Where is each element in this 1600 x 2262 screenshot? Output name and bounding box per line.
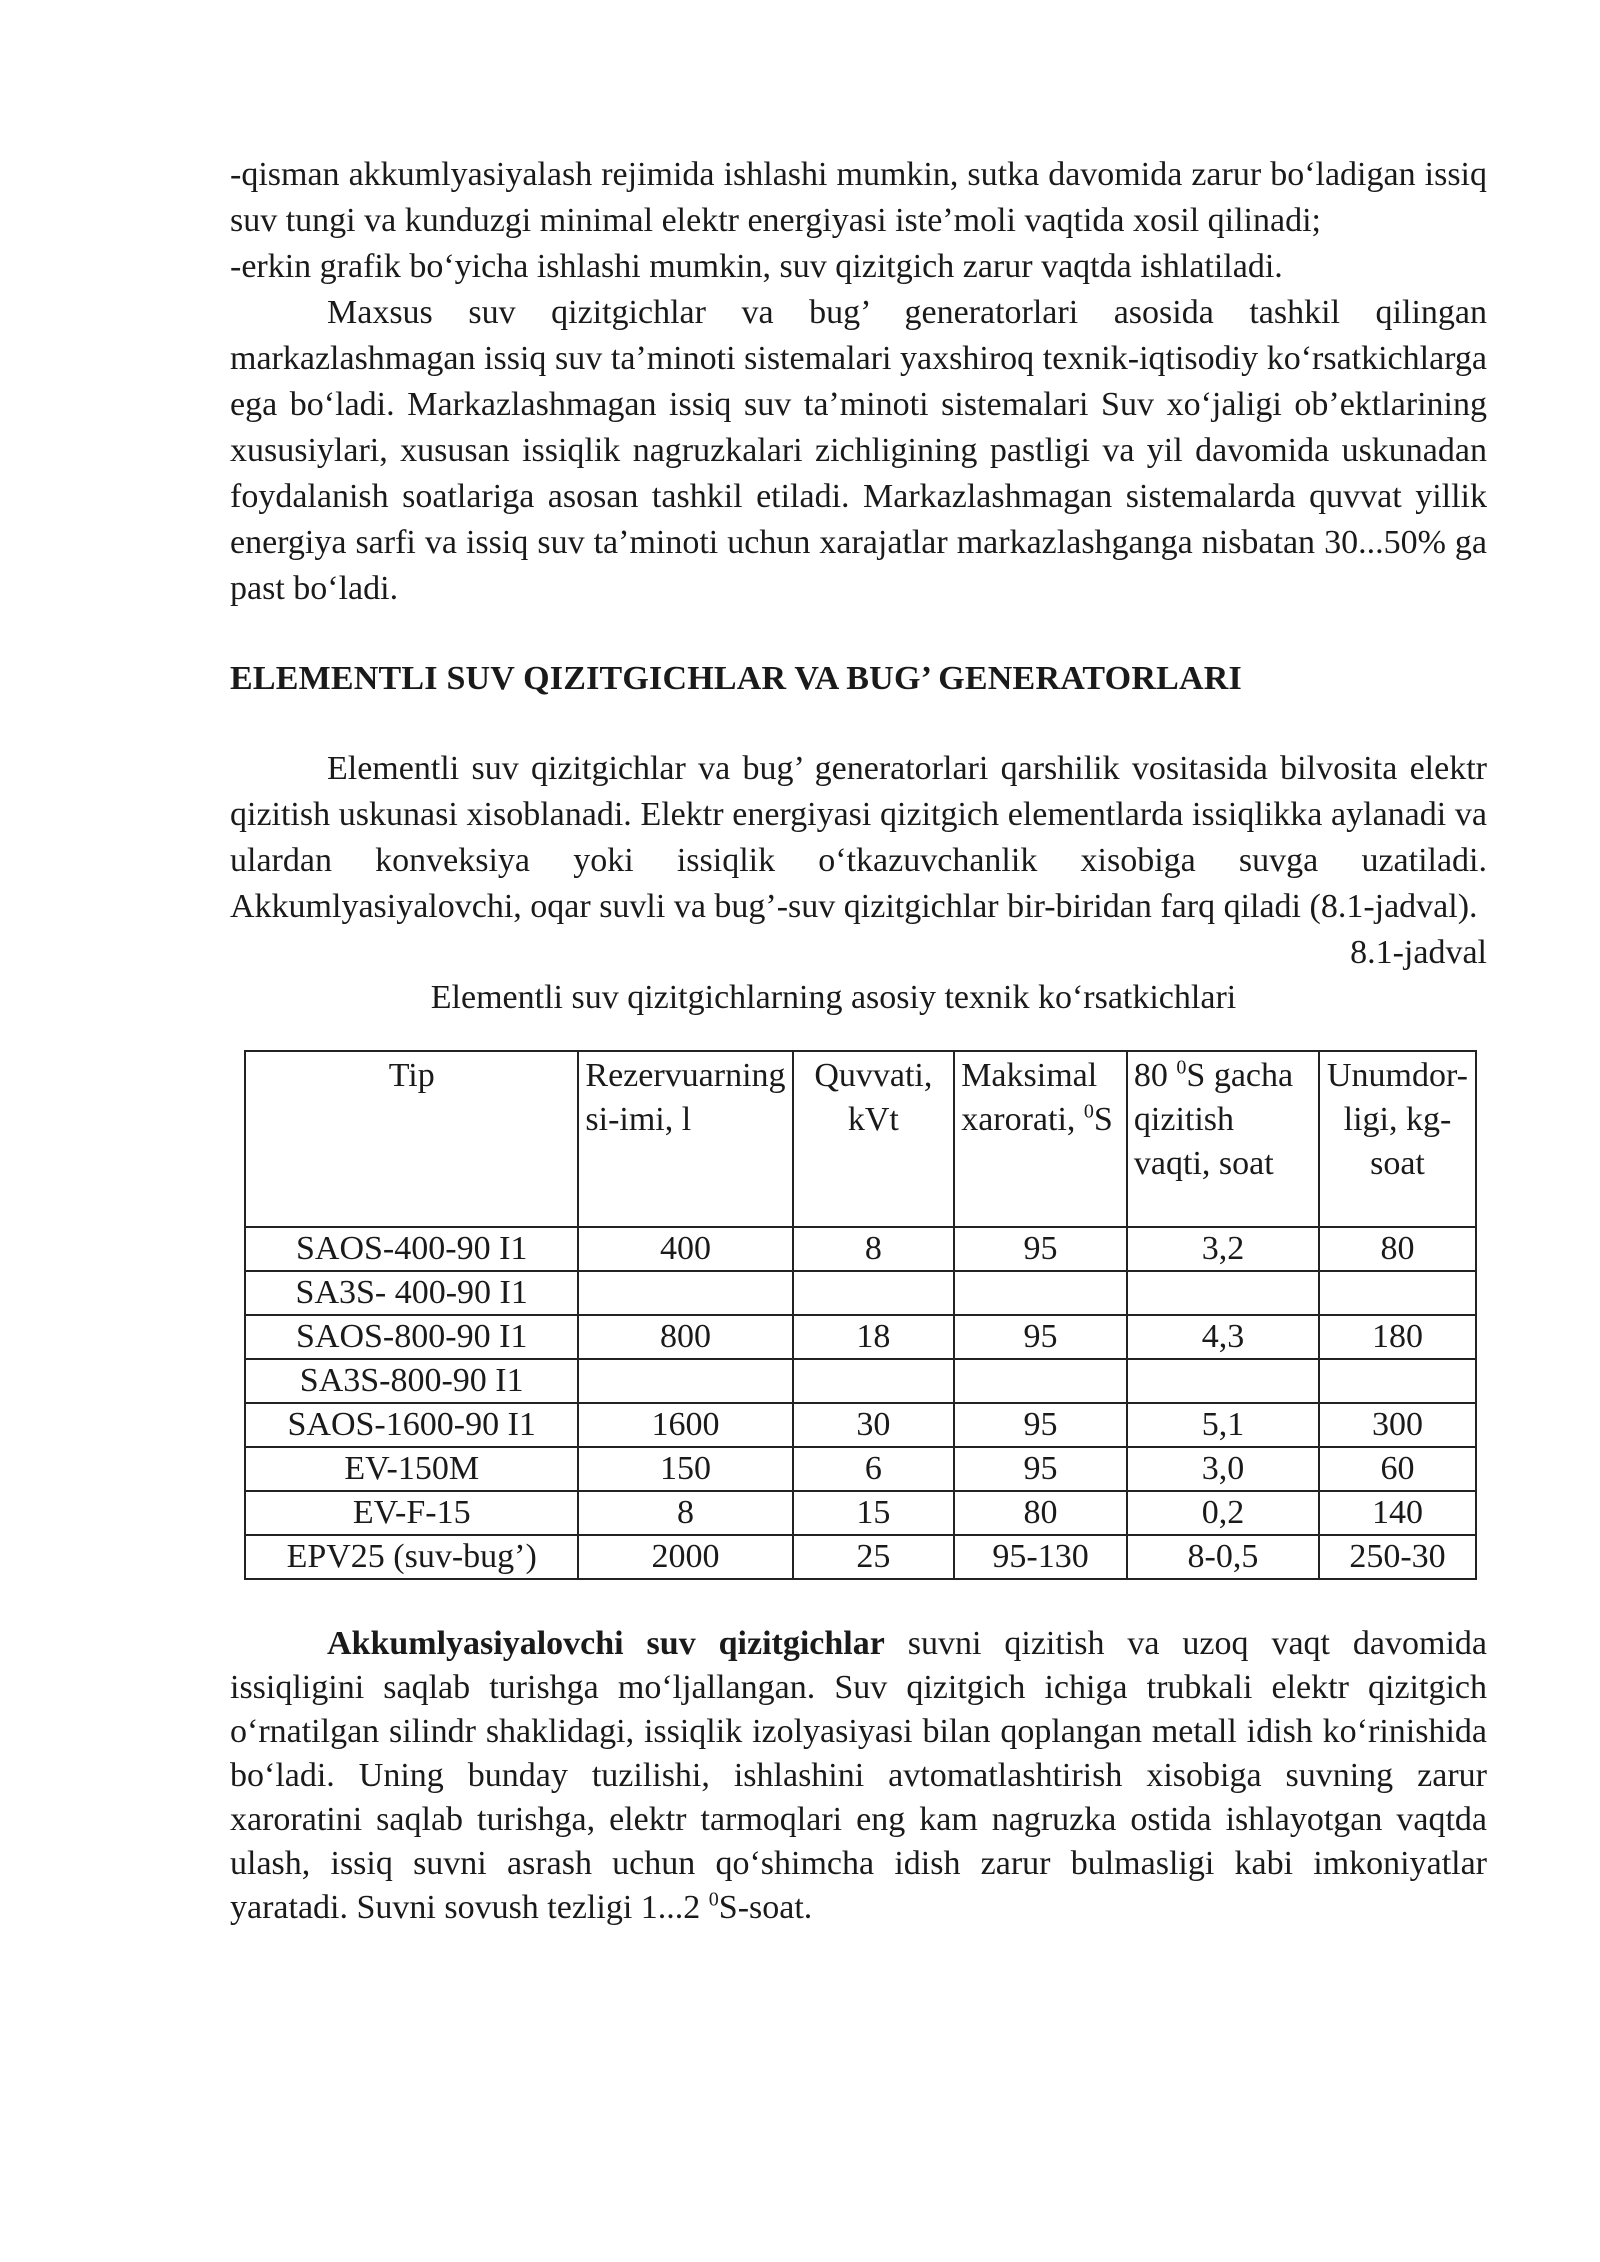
table-cell: SA3S-800-90 I1 xyxy=(245,1359,578,1403)
paragraph-accumulating-heaters xyxy=(230,1622,1487,1930)
table-body xyxy=(245,1227,1476,1579)
table-row xyxy=(245,1535,1476,1579)
table-row xyxy=(245,1271,1476,1315)
table-cell: 15 xyxy=(793,1491,955,1535)
header-max-temperature-text: Maksimal xarorati, xyxy=(961,1057,1098,1138)
header-capacity: Rezervuarning si-imi, l xyxy=(578,1051,792,1227)
table-cell: 95 xyxy=(954,1403,1127,1447)
table-cell: 150 xyxy=(578,1447,792,1491)
table-row xyxy=(245,1227,1476,1271)
table-cell xyxy=(793,1359,955,1403)
table-row xyxy=(245,1447,1476,1491)
degree-sup: 0 xyxy=(708,1888,719,1911)
table-cell: 25 xyxy=(793,1535,955,1579)
table-cell: 95-130 xyxy=(954,1535,1127,1579)
table-cell xyxy=(793,1271,955,1315)
table-cell xyxy=(1127,1359,1319,1403)
table-label: 8.1-jadval xyxy=(1350,934,1487,971)
table-cell: SAOS-400-90 I1 xyxy=(245,1227,578,1271)
table-cell: 0,2 xyxy=(1127,1491,1319,1535)
table-cell: 3,0 xyxy=(1127,1447,1319,1491)
table-cell: 95 xyxy=(954,1447,1127,1491)
table-header-row xyxy=(245,1051,1476,1227)
table-cell: 8-0,5 xyxy=(1127,1535,1319,1579)
bold-term: Akkumlyasiyalovchi suv qizitgichlar xyxy=(327,1625,885,1662)
table-caption: Elementli suv qizitgichlarning asosiy texnik koʻrsatkichlari xyxy=(430,979,1237,1016)
table-cell: 300 xyxy=(1319,1403,1476,1447)
table-cell xyxy=(954,1271,1127,1315)
table-cell: 95 xyxy=(954,1315,1127,1359)
paragraph-free-schedule: -erkin grafik boʻyicha ishlashi mumkin, suv qizitgich zarur vaqtda ishlatiladi. xyxy=(230,248,1283,285)
table-cell: 180 xyxy=(1319,1315,1476,1359)
table-cell: 95 xyxy=(954,1227,1127,1271)
table-cell xyxy=(578,1359,792,1403)
header-max-temperature xyxy=(954,1051,1127,1227)
header-power: Quvvati, kVt xyxy=(793,1051,955,1227)
table-cell: 1600 xyxy=(578,1403,792,1447)
table-cell: SA3S- 400-90 I1 xyxy=(245,1271,578,1315)
document-page xyxy=(230,152,1487,1930)
table-cell xyxy=(1127,1271,1319,1315)
table-cell: 5,1 xyxy=(1127,1403,1319,1447)
table-cell: 60 xyxy=(1319,1447,1476,1491)
table-cell: 30 xyxy=(793,1403,955,1447)
table-cell: EV-150M xyxy=(245,1447,578,1491)
header-type: Tip xyxy=(245,1051,578,1227)
degree-sup: 0 xyxy=(1083,1100,1094,1123)
table-cell: SAOS-800-90 I1 xyxy=(245,1315,578,1359)
table-cell: EPV25 (suv-bug’) xyxy=(245,1535,578,1579)
table-row xyxy=(245,1491,1476,1535)
table-cell: 8 xyxy=(793,1227,955,1271)
table-cell xyxy=(954,1359,1127,1403)
table-cell xyxy=(1319,1359,1476,1403)
header-heating-time xyxy=(1127,1051,1319,1227)
header-productivity: Unumdor-ligi, kg-soat xyxy=(1319,1051,1476,1227)
table-cell: 2000 xyxy=(578,1535,792,1579)
table-cell: 8 xyxy=(578,1491,792,1535)
paragraph-element-heaters: Elementli suv qizitgichlar va bug’ generatorlari qarshilik vositasida bilvosita elektr qizitish uskunasi xisoblanadi. Elektr energiyasi qizitgich elementlarda issiqlikka aylanadi va ulardan konveksiya yoki issiqlik oʻtkazuvchanlik xisobiga suvga uzatiladi. Akkumlyasiyalovchi, oqar suvli va bug’-suv qizitgichlar bir-biridan farq qiladi (8.1-jadval). xyxy=(230,750,1487,925)
header-max-temperature-unit: S xyxy=(1093,1101,1113,1138)
table-cell: 800 xyxy=(578,1315,792,1359)
header-heating-time-prefix: 80 xyxy=(1133,1057,1177,1094)
table-cell: 18 xyxy=(793,1315,955,1359)
table-cell xyxy=(1319,1271,1476,1315)
section-heading: ELEMENTLI SUV QIZITGICHLAR VA BUG’ GENERATORLARI xyxy=(230,660,1242,697)
table-cell xyxy=(578,1271,792,1315)
table-cell: 6 xyxy=(793,1447,955,1491)
table-cell: 400 xyxy=(578,1227,792,1271)
table-cell: 250-30 xyxy=(1319,1535,1476,1579)
table-cell: 140 xyxy=(1319,1491,1476,1535)
specs-table xyxy=(244,1050,1477,1580)
table-row xyxy=(245,1315,1476,1359)
table-cell: 3,2 xyxy=(1127,1227,1319,1271)
table-cell: SAOS-1600-90 I1 xyxy=(245,1403,578,1447)
table-cell: 80 xyxy=(1319,1227,1476,1271)
table-cell: 80 xyxy=(954,1491,1127,1535)
table-row xyxy=(245,1359,1476,1403)
table-cell: EV-F-15 xyxy=(245,1491,578,1535)
degree-sup: 0 xyxy=(1176,1056,1187,1079)
paragraph-partial-accumulation: -qisman akkumlyasiyalash rejimida ishlashi mumkin, sutka davomida zarur boʻladigan issiq suv tungi va kunduzgi minimal elektr energiyasi isteʼmoli vaqtida xosil qilinadi; xyxy=(230,156,1487,239)
paragraph-decentralized-systems: Maxsus suv qizitgichlar va bug’ generatorlari asosida tashkil qilingan markazlashmagan issiq suv taʼminoti sistemalari yaxshiroq texnik-iqtisodiy koʻrsatkichlarga ega boʻladi. Markazlashmagan issiq suv taʼminoti sistemalari Suv xoʻjaligi obʼektlarining xususiylari, xususan issiqlik nagruzkalari zichligining pastligi va yil davomida uskunadan foydalanish soatlariga asosan tashkil etiladi. Markazlashmagan sistemalarda quvvat yillik energiya sarfi va issiq suv taʼminoti uchun xarajatlar markazlashganga nisbatan 30...50% ga past boʻladi. xyxy=(230,294,1487,607)
header-heating-time-text: S gacha qizitish vaqti, soat xyxy=(1133,1057,1294,1182)
table-cell: 4,3 xyxy=(1127,1315,1319,1359)
table-row xyxy=(245,1403,1476,1447)
paragraph-end-text: S-soat. xyxy=(718,1889,813,1926)
paragraph-text: suvni qizitish va uzoq vaqt davomida issiqligini saqlab turishga moʻljallangan. Suv qizitgich ichiga trubkali elektr qizitgich oʻrnatilgan silindr shaklidagi, issiqlik izolyasiyasi bilan qoplangan metall idish koʻrinishida boʻladi. Uning bunday tuzilishi, ishlashini avtomatlashtirish xisobiga suvning zarur xaroratini saqlab turishga, elektr tarmoqlari eng kam nagruzka ostida ishlayotgan vaqtda ulash, issiq suvni asrash uchun qoʻshimcha idish zarur bulmasligi kabi imkoniyatlar yaratadi. Suvni sovush tezligi 1...2 xyxy=(230,1625,1487,1926)
